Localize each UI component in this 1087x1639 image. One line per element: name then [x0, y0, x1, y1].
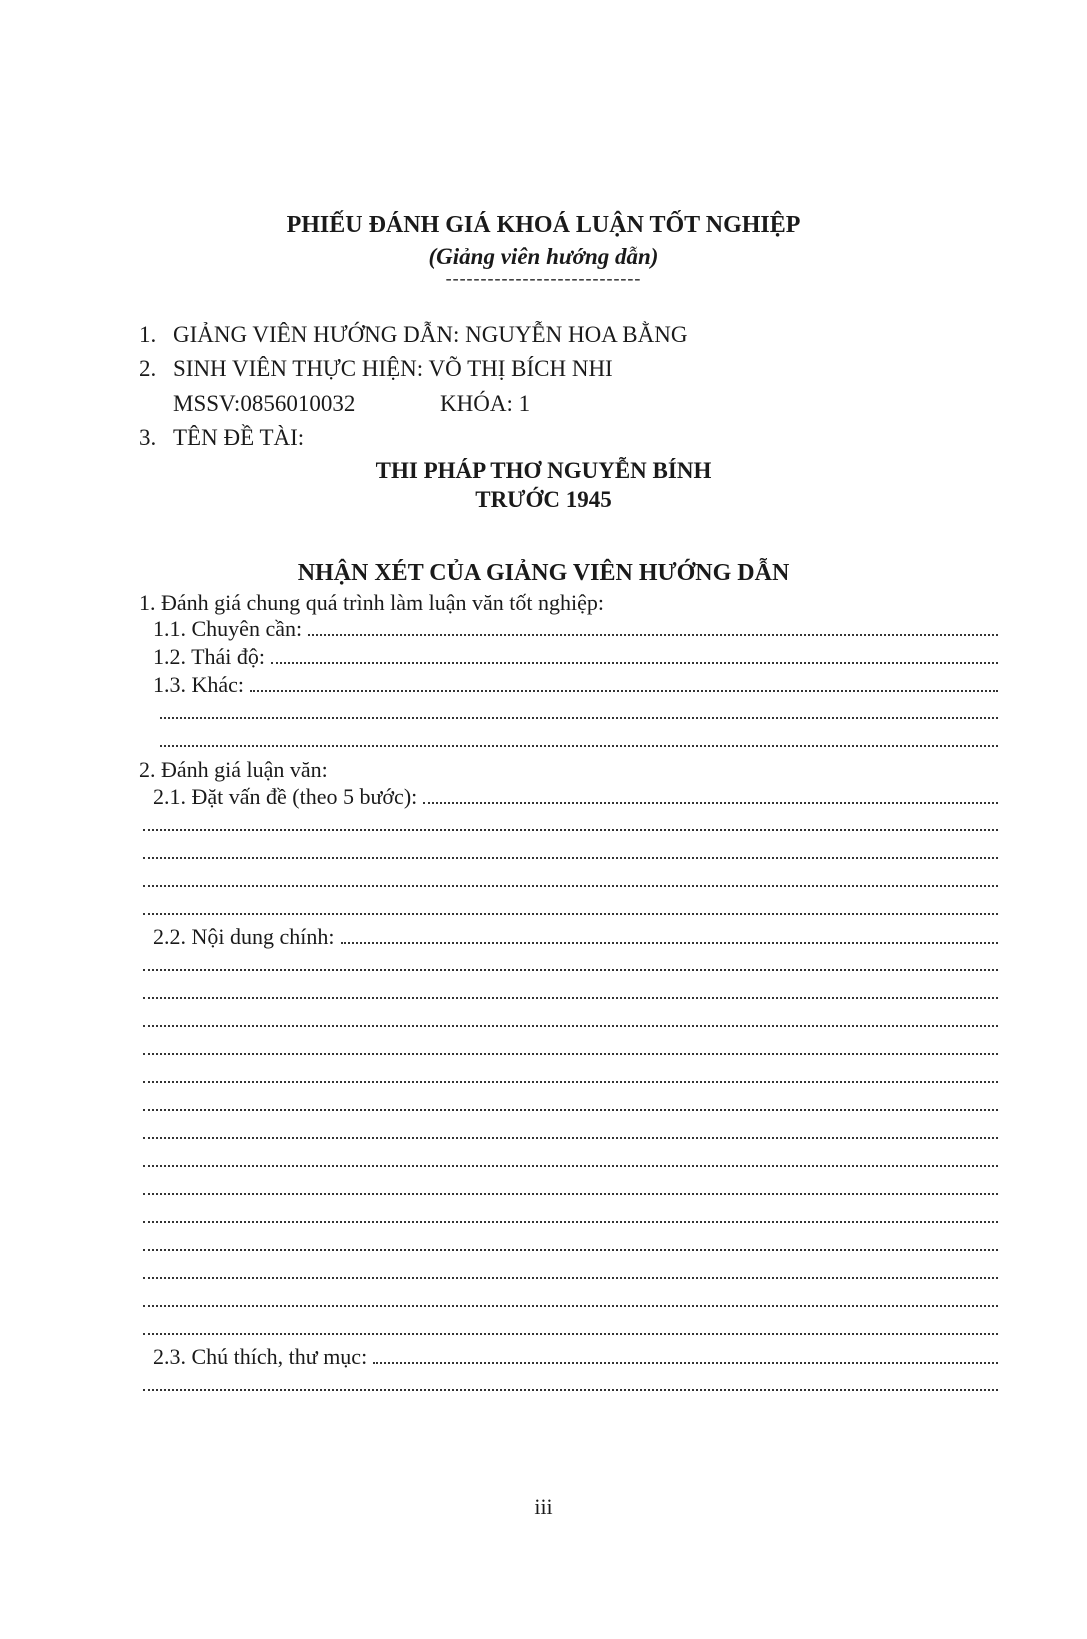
fill-line[interactable]	[143, 1333, 998, 1335]
info-item-advisor	[139, 322, 687, 348]
eval-row-content	[153, 922, 998, 950]
eval-row-other	[153, 670, 998, 698]
info-item-number: 2.	[139, 356, 157, 381]
info-item-number: 1.	[139, 322, 157, 347]
page-number: iii	[534, 1494, 553, 1519]
topic-title-line-1: THI PHÁP THƠ NGUYỄN BÍNH	[375, 458, 712, 483]
fill-line[interactable]	[160, 717, 998, 719]
student-text: SINH VIÊN THỰC HIỆN: VÕ THỊ BÍCH NHI	[173, 356, 613, 381]
fill-line[interactable]	[143, 1025, 998, 1027]
eval-heading-general: 1. Đánh giá chung quá trình làm luận văn tốt nghiệp:	[139, 590, 604, 615]
fill-line[interactable]	[143, 1193, 998, 1195]
fill-line[interactable]	[341, 942, 999, 944]
fill-line[interactable]	[143, 1137, 998, 1139]
fill-line[interactable]	[308, 634, 998, 636]
fill-line[interactable]	[160, 745, 998, 747]
fill-line[interactable]	[143, 969, 998, 971]
title-divider: ----------------------------	[445, 268, 642, 288]
eval-label: 2.1. Đặt vấn đề (theo 5 bước):	[153, 784, 418, 809]
fill-line[interactable]	[143, 1389, 998, 1391]
fill-line[interactable]	[143, 857, 998, 859]
fill-line[interactable]	[143, 997, 998, 999]
info-item-student	[139, 356, 613, 382]
topic-title-line-2: TRƯỚC 1945	[475, 487, 612, 512]
fill-line[interactable]	[143, 1221, 998, 1223]
eval-row-diligence	[153, 614, 998, 642]
fill-line[interactable]	[143, 829, 998, 831]
fill-line[interactable]	[143, 1053, 998, 1055]
fill-line[interactable]	[143, 885, 998, 887]
fill-line[interactable]	[271, 662, 998, 664]
info-item-topic	[139, 425, 304, 451]
page-subtitle: (Giảng viên hướng dẫn)	[428, 244, 659, 269]
fill-line[interactable]	[250, 690, 998, 692]
eval-label: 1.2. Thái độ:	[153, 644, 266, 669]
eval-label: 1.1. Chuyên cần:	[153, 616, 303, 641]
section-title: NHẬN XÉT CỦA GIẢNG VIÊN HƯỚNG DẪN	[297, 560, 790, 586]
eval-label: 2.2. Nội dung chính:	[153, 924, 335, 949]
eval-label: 1.3. Khác:	[153, 672, 245, 697]
student-course: KHÓA: 1	[440, 391, 531, 416]
info-item-number: 3.	[139, 425, 157, 450]
fill-line[interactable]	[143, 1109, 998, 1111]
topic-label: TÊN ĐỀ TÀI:	[173, 425, 305, 450]
fill-line[interactable]	[143, 1305, 998, 1307]
advisor-text: GIẢNG VIÊN HƯỚNG DẪN: NGUYỄN HOA BẰNG	[173, 322, 688, 347]
eval-row-references	[153, 1342, 998, 1370]
fill-line[interactable]	[143, 1277, 998, 1279]
fill-line[interactable]	[423, 802, 998, 804]
page-title: PHIẾU ĐÁNH GIÁ KHOÁ LUẬN TỐT NGHIỆP	[286, 212, 801, 238]
fill-line[interactable]	[143, 1165, 998, 1167]
eval-row-problem	[153, 782, 998, 810]
student-id: MSSV:0856010032	[173, 391, 356, 416]
eval-heading-thesis: 2. Đánh giá luận văn:	[139, 757, 328, 782]
eval-row-attitude	[153, 642, 998, 670]
fill-line[interactable]	[373, 1362, 998, 1364]
fill-line[interactable]	[143, 1081, 998, 1083]
fill-line[interactable]	[143, 1249, 998, 1251]
fill-line[interactable]	[143, 913, 998, 915]
eval-label: 2.3. Chú thích, thư mục:	[153, 1344, 368, 1369]
